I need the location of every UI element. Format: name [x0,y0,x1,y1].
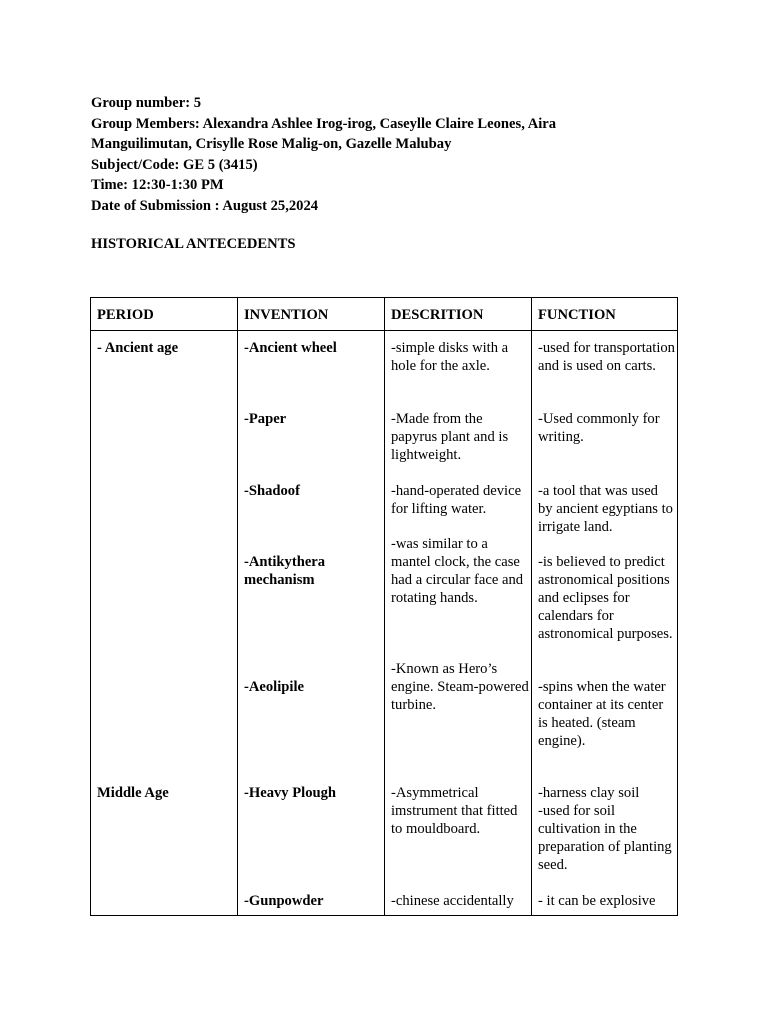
invention-cell: -Heavy Plough [244,785,337,801]
description-cell: -hand-operated device for lifting water. [391,483,522,517]
class-time: Time: 12:30-1:30 PM [91,177,224,193]
document-header [91,93,691,216]
invention-cell: -Paper [244,411,287,427]
description-cell: -Known as Hero’s engine. Steam-powered turbine. [391,661,529,713]
column-header-invention: INVENTION [244,307,329,323]
group-members-line-1: Group Members: Alexandra Ashlee Irog-irog, Caseylle Claire Leones, Aira [91,115,557,132]
invention-cell: -Aeolipile [244,679,304,695]
column-divider [237,298,238,915]
function-line: -used for soil cultivation in the preparation of planting seed. [538,803,672,873]
group-number: Group number: 5 [91,95,202,111]
description-cell: -was similar to a mantel clock, the case had a circular face and rotating hands. [391,536,524,606]
function-cell: - it can be explosive [538,893,656,909]
function-cell: -spins when the water container at its center is heated. (steam engine). [538,679,666,749]
period-ancient-age: - Ancient age [97,340,179,356]
description-cell: -chinese accidentally [391,893,514,909]
function-line: -harness clay soil [538,785,640,801]
submission-date: Date of Submission : August 25,2024 [91,197,319,214]
column-divider [531,298,532,915]
function-cell: -used for transportation and is used on carts. [538,340,675,374]
column-header-period: PERIOD [97,307,154,323]
antecedents-table [90,297,678,916]
description-cell: -Made from the papyrus plant and is lightweight. [391,411,509,463]
invention-cell: -Ancient wheel [244,340,337,356]
description-cell: -simple disks with a hole for the axle. [391,340,509,374]
function-cell: -a tool that was used by ancient egyptians to irrigate land. [538,483,673,535]
function-cell: -is believed to predict astronomical positions and eclipses for calendars for astronomical purposes. [538,554,673,642]
function-cell [538,784,676,874]
invention-cell: -Gunpowder [244,893,324,909]
invention-cell: -Shadoof [244,483,300,499]
column-divider [384,298,385,915]
group-members-line-2: Manguilimutan, Crisylle Rose Malig-on, Gazelle Malubay [91,136,452,152]
period-middle-age: Middle Age [97,785,169,801]
subject-code: Subject/Code: GE 5 (3415) [91,156,258,173]
header-row-divider [91,330,677,331]
column-header-description: DESCRITION [391,307,484,323]
column-header-function: FUNCTION [538,307,616,323]
invention-cell: -Antikythera mechanism [244,554,326,588]
function-cell: -Used commonly for writing. [538,411,660,445]
description-cell: -Asymmetrical imstrument that fitted to mouldboard. [391,785,518,837]
section-title: HISTORICAL ANTECEDENTS [91,236,296,252]
